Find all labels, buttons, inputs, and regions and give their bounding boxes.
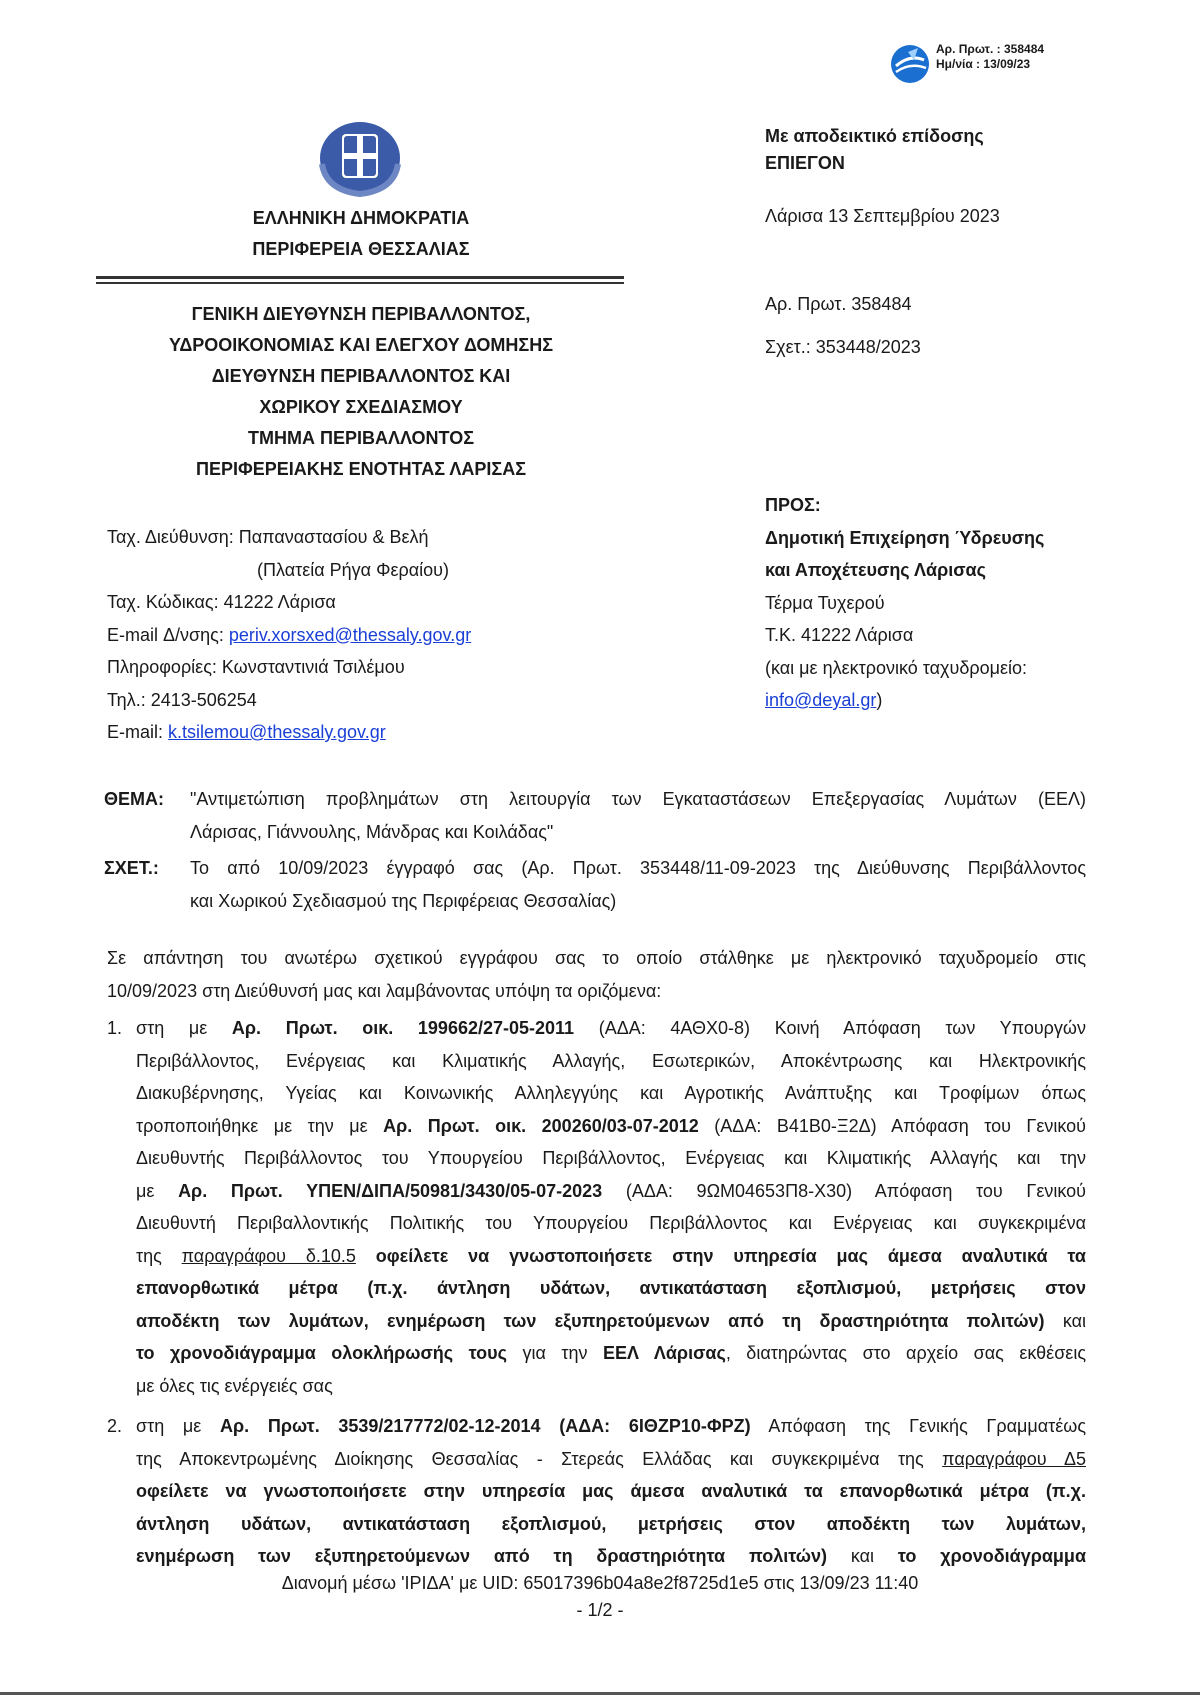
- text-run: το χρονοδιάγραμμα: [897, 1546, 1087, 1566]
- subject-label: ΘΕΜΑ:: [104, 789, 164, 809]
- text-run: ΕΕΛ Λάρισας: [603, 1343, 726, 1363]
- item-line: [136, 1540, 1086, 1573]
- intro-line: Σε απάντηση του ανωτέρω σχετικού εγγράφου σας το οποίο στάλθηκε με ηλεκτρονικό ταχυδρομείο στις: [107, 948, 1086, 968]
- intro-line: 10/09/2023 στη Διεύθυνσή μας και λαμβάνοντας υπόψη τα οριζόμενα:: [107, 980, 662, 1001]
- text-run: παραγράφου Δ5: [942, 1448, 1086, 1469]
- contact-address: Ταχ. Διεύθυνση: Παπαναστασίου & Βελή: [107, 527, 429, 547]
- contact-email-row: [107, 716, 667, 749]
- text-run: παραγράφου δ.10.5: [181, 1245, 356, 1266]
- text-run: και: [827, 1546, 898, 1566]
- subject-text: [190, 783, 1086, 848]
- item-2-text: [136, 1410, 1086, 1573]
- recipient-name: και Αποχέτευσης Λάρισας: [765, 560, 986, 580]
- dept-line: ΧΩΡΙΚΟΥ ΣΧΕΔΙΑΣΜΟΥ: [259, 397, 463, 417]
- item-line: Διακυβέρνησης, Υγείας και Κοινωνικής Αλληλεγγύης και Αγροτικής Ανάπτυξης και Τροφίμων όπως: [136, 1083, 1086, 1103]
- text-run: Αρ. Πρωτ. 3539/217772/02-12-2014 (ΑΔΑ: 6ΙΘΖΡ10-ΦΡΖ): [220, 1416, 751, 1436]
- protocol-number: Αρ. Πρωτ. 358484: [765, 294, 912, 314]
- related-text: [190, 852, 1086, 917]
- item-line: [136, 1410, 1086, 1443]
- stamp-protocol: Αρ. Πρωτ. : 358484: [936, 42, 1045, 56]
- text-run: (ΑΔΑ: 4ΑΘΧ0-8) Κοινή Απόφαση των Υπουργών: [574, 1018, 1086, 1038]
- distribution-note: Διανομή μέσω 'ΙΡΙΔΑ' με UID: 65017396b04a8e2f8725d1e5 στις 13/09/23 11:40: [281, 1573, 919, 1593]
- recipient-block: [765, 489, 1105, 717]
- recipient-email-note: (και με ηλεκτρονικό ταχυδρομείο:: [765, 657, 1027, 678]
- text-run: τροποποιήθηκε με την με: [136, 1115, 384, 1136]
- recipient-street: Τέρμα Τυχερού: [765, 592, 885, 613]
- text-run: για την: [507, 1343, 604, 1363]
- contact-zip: Ταχ. Κώδικας: 41222 Λάρισα: [107, 592, 336, 612]
- recipient-email-row: [765, 684, 1105, 717]
- text-run: με: [136, 1180, 179, 1201]
- text-run: (ΑΔΑ: Β41Β0-Ξ2Δ) Απόφαση του Γενικού: [698, 1115, 1086, 1136]
- recipient-to-label: ΠΡΟΣ:: [765, 495, 821, 515]
- contact-address-sub: (Πλατεία Ρήγα Φεραίου): [257, 559, 449, 580]
- header-region: ΠΕΡΙΦΕΡΕΙΑ ΘΕΣΣΑΛΙΑΣ: [252, 239, 470, 259]
- intro-paragraph: [107, 942, 1086, 1007]
- delivery-method: ΕΠΙΕΓΟΝ: [765, 153, 845, 173]
- dept-line: ΤΜΗΜΑ ΠΕΡΙΒΑΛΛΟΝΤΟΣ: [248, 428, 474, 448]
- text-run: στη με: [136, 1018, 232, 1038]
- item-1-text: [136, 1012, 1086, 1402]
- subject-line: Λάρισας, Γιάννουλης, Μάνδρας και Κοιλάδας": [190, 821, 554, 842]
- subject-line: "Αντιμετώπιση προβλημάτων στη λειτουργία των Εγκαταστάσεων Επεξεργασίας Λυμάτων (ΕΕΛ): [190, 789, 1086, 809]
- item-line: [136, 1337, 1086, 1370]
- header-divider-thin: [96, 282, 624, 284]
- dept-line: ΠΕΡΙΦΕΡΕΙΑΚΗΣ ΕΝΟΤΗΤΑΣ ΛΑΡΙΣΑΣ: [195, 459, 526, 479]
- item-line: Διευθυντής Περιβάλλοντος του Υπουργείου Περιβάλλοντος, Ενέργειας και Κλιματικής Αλλαγής και την: [136, 1148, 1086, 1168]
- contact-dept-email-label: E-mail Δ/νσης:: [107, 624, 229, 645]
- page-number: - 1/2 -: [576, 1600, 624, 1620]
- header-divider: [96, 276, 624, 279]
- item-line: Περιβάλλοντος, Ενέργειας και Κλιματικής Αλλαγής, Εσωτερικών, Αποκέντρωσης και Ηλεκτρονικής: [136, 1050, 1086, 1071]
- related-number: Σχετ.: 353448/2023: [765, 337, 921, 357]
- item-line: [136, 1240, 1086, 1273]
- contact-info: Πληροφορίες: Κωνσταντινιά Τσιλέμου: [107, 657, 405, 677]
- item-line: [136, 1443, 1086, 1476]
- department-block: [96, 299, 626, 485]
- contact-block: [107, 521, 667, 749]
- related-line: Το από 10/09/2023 έγγραφό σας (Αρ. Πρωτ. 353448/11-09-2023 της Διεύθυνσης Περιβάλλοντος: [190, 858, 1086, 878]
- place-date: Λάρισα 13 Σεπτεμβρίου 2023: [765, 206, 1000, 226]
- item-line: [136, 1110, 1086, 1143]
- related-line: και Χωρικού Σχεδιασμού της Περιφέρειας Θεσσαλίας): [190, 890, 617, 911]
- text-run: ενημέρωση των εξυπηρετούμενων από τη δραστηριότητα πολιτών): [136, 1546, 827, 1566]
- recipient-zip: Τ.Κ. 41222 Λάρισα: [765, 625, 914, 645]
- dept-line: ΔΙΕΥΘΥΝΣΗ ΠΕΡΙΒΑΛΛΟΝΤΟΣ ΚΑΙ: [211, 366, 511, 386]
- delivery-note: Με αποδεικτικό επίδοσης: [765, 126, 984, 146]
- recipient-name: Δημοτική Επιχείρηση Ύδρευσης: [765, 527, 1045, 548]
- item-line: άντληση υδάτων, αντικατάσταση εξοπλισμού, μετρήσεις στον αποδέκτη των λυμάτων,: [136, 1513, 1086, 1534]
- text-run: Αρ. Πρωτ. οικ. 199662/27-05-2011: [231, 1018, 575, 1038]
- contact-email-label: E-mail:: [107, 722, 169, 742]
- text-run: Αρ. Πρωτ. ΥΠΕΝ/ΔΙΠΑ/50981/3430/05-07-2023: [178, 1180, 603, 1201]
- dept-line: ΥΔΡΟΟΙΚΟΝΟΜΙΑΣ ΚΑΙ ΕΛΕΓΧΟΥ ΔΟΜΗΣΗΣ: [168, 335, 554, 355]
- dept-email-link[interactable]: periv.xorsxed@thessaly.gov.gr: [228, 624, 472, 645]
- text-run: , διατηρώντας στο αρχείο σας εκθέσεις: [725, 1343, 1086, 1363]
- item-line: με όλες τις ενέργειές σας: [136, 1375, 333, 1396]
- item-number: 1.: [107, 1018, 123, 1038]
- text-run: της: [136, 1245, 182, 1266]
- recipient-email-close: ): [876, 690, 883, 710]
- contact-email-link[interactable]: k.tsilemou@thessaly.gov.gr: [168, 722, 386, 742]
- contact-tel: Τηλ.: 2413-506254: [107, 689, 257, 710]
- text-run: Απόφαση της Γενικής Γραμματέως: [750, 1416, 1086, 1436]
- text-run: και: [1044, 1310, 1087, 1331]
- dept-line: ΓΕΝΙΚΗ ΔΙΕΥΘΥΝΣΗ ΠΕΡΙΒΑΛΛΟΝΤΟΣ,: [191, 304, 531, 324]
- iris-logo-icon: [888, 42, 932, 86]
- item-line: [136, 1012, 1086, 1045]
- header-country: ΕΛΛΗΝΙΚΗ ΔΗΜΟΚΡΑΤΙΑ: [252, 208, 470, 228]
- item-line: Διευθυντή Περιβαλλοντικής Πολιτικής του Υπουργείου Περιβάλλοντος και Ενέργειας και συγκεκριμένα: [136, 1213, 1086, 1233]
- greek-emblem-icon: [316, 118, 404, 198]
- recipient-email-link[interactable]: info@deyal.gr: [765, 690, 877, 710]
- text-run: αποδέκτη των λυμάτων, ενημέρωση των εξυπηρετούμενων από τη δραστηριότητα πολιτών): [136, 1310, 1045, 1331]
- text-run: της Αποκεντρωμένης Διοίκησης Θεσσαλίας - Στερεάς Ελλάδας και συγκεκριμένα της: [136, 1448, 943, 1469]
- contact-dept-email-row: [107, 619, 667, 652]
- text-run: στη με: [136, 1416, 220, 1436]
- text-run: (ΑΔΑ: 9ΩΜ04653Π8-Χ30) Απόφαση του Γενικού: [602, 1180, 1087, 1201]
- iris-stamp: [888, 40, 1088, 90]
- text-run: οφείλετε να γνωστοποιήσετε στην υπηρεσία μας άμεσα αναλυτικά τα: [355, 1245, 1087, 1266]
- item-line: οφείλετε να γνωστοποιήσετε στην υπηρεσία μας άμεσα αναλυτικά τα επανορθωτικά μέτρα (π.χ.: [136, 1481, 1086, 1501]
- related-label: ΣΧΕΤ.:: [104, 858, 159, 878]
- item-number: 2.: [107, 1416, 123, 1436]
- item-line: [136, 1305, 1086, 1338]
- stamp-date: Ημ/νία : 13/09/23: [936, 57, 1031, 71]
- item-line: [136, 1175, 1086, 1208]
- item-line: επανορθωτικά μέτρα (π.χ. άντληση υδάτων, αντικατάσταση εξοπλισμού, μετρήσεις στον: [136, 1278, 1086, 1298]
- text-run: το χρονοδιάγραμμα ολοκλήρωσής τους: [136, 1343, 507, 1363]
- text-run: Αρ. Πρωτ. οικ. 200260/03-07-2012: [383, 1115, 699, 1136]
